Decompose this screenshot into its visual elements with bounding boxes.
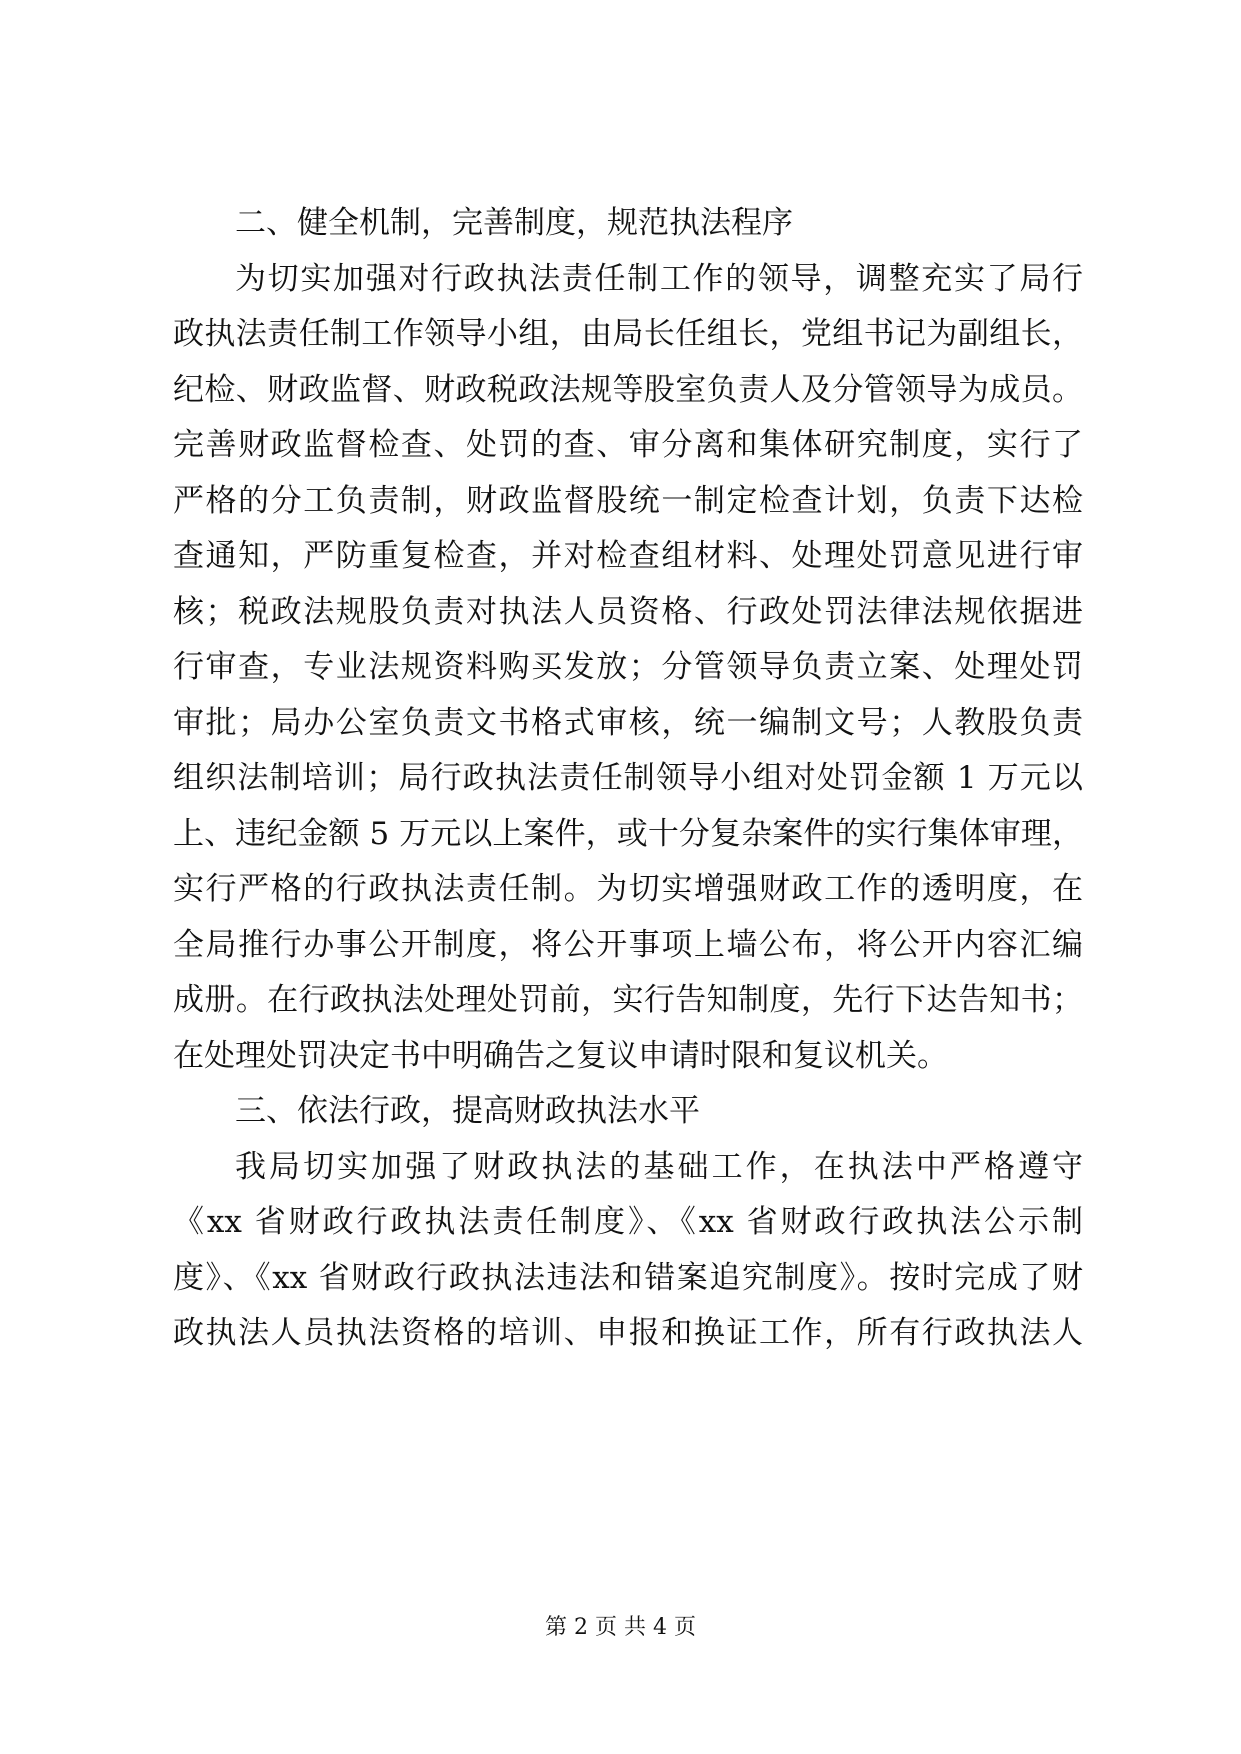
document-body: [173, 196, 1083, 1362]
paragraph-line: 核；税政法规股负责对执法人员资格、行政处罚法律法规依据进: [173, 593, 1083, 630]
paragraph-line: 政执法人员执法资格的培训、申报和换证工作，所有行政执法人: [173, 1315, 1083, 1351]
paragraph-line: 为切实加强对行政执法责任制工作的领导，调整充实了局行: [235, 260, 1083, 297]
paragraph-line: 成册。在行政执法处理处罚前，实行告知制度，先行下达告知书；: [173, 982, 1083, 1018]
section-heading-2: 二、健全机制，完善制度，规范执法程序: [235, 205, 793, 241]
paragraph-line: 行审查，专业法规资料购买发放；分管领导负责立案、处理处罚: [173, 649, 1083, 685]
paragraph-line: 查通知，严防重复检查，并对检查组材料、处理处罚意见进行审: [173, 538, 1083, 574]
paragraph-line: 组织法制培训；局行政执法责任制领导小组对处罚金额 1 万元以: [173, 760, 1083, 796]
paragraph-line: 在处理处罚决定书中明确告之复议申请时限和复议机关。: [173, 1037, 948, 1074]
paragraph-line: 度》、《xx 省财政行政执法违法和错案追究制度》。按时完成了财: [173, 1259, 1083, 1296]
paragraph-line: 上、违纪金额 5 万元以上案件，或十分复杂案件的实行集体审理，: [173, 815, 1083, 852]
paragraph-line: 《xx 省财政行政执法责任制度》、《xx 省财政行政执法公示制: [173, 1204, 1083, 1240]
paragraph-line: 纪检、财政监督、财政税政法规等股室负责人及分管领导为成员。: [173, 371, 1083, 408]
paragraph-line: 政执法责任制工作领导小组，由局长任组长，党组书记为副组长，: [173, 316, 1083, 352]
paragraph-line: 完善财政监督检查、处罚的查、审分离和集体研究制度，实行了: [173, 427, 1083, 463]
section-heading-3: 三、依法行政，提高财政执法水平: [235, 1093, 700, 1129]
paragraph-line: 严格的分工负责制，财政监督股统一制定检查计划，负责下达检: [173, 482, 1083, 519]
paragraph-line: 全局推行办事公开制度，将公开事项上墙公布，将公开内容汇编: [173, 926, 1083, 963]
paragraph-line: 实行严格的行政执法责任制。为切实增强财政工作的透明度，在: [173, 871, 1083, 907]
page-footer: 第 2 页 共 4 页: [545, 1615, 696, 1640]
paragraph-line: 审批；局办公室负责文书格式审核，统一编制文号；人教股负责: [173, 704, 1083, 741]
paragraph-line: 我局切实加强了财政执法的基础工作，在执法中严格遵守: [235, 1148, 1083, 1185]
